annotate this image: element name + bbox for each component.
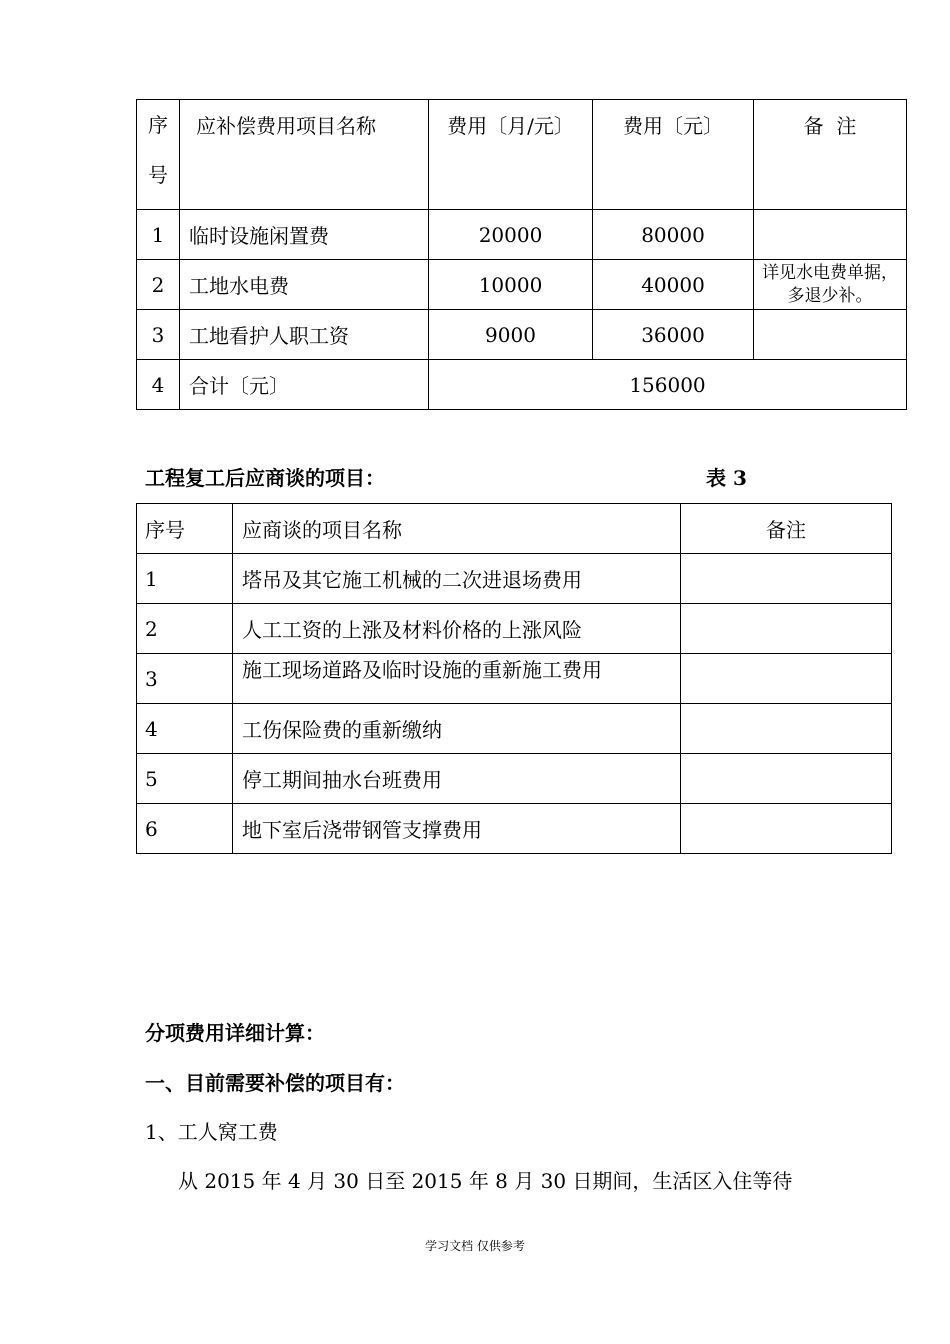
table-row — [137, 754, 892, 804]
sum-row — [137, 360, 907, 410]
row-note — [681, 604, 892, 654]
header-seq-2: 号 — [148, 163, 168, 187]
header-note: 备 注 — [754, 100, 907, 210]
header-seq: 序号 — [137, 504, 233, 554]
row-name: 工伤保险费的重新缴纳 — [233, 704, 681, 754]
row-name: 塔吊及其它施工机械的二次进退场费用 — [233, 554, 681, 604]
header-note: 备注 — [681, 504, 892, 554]
table3-title: 工程复工后应商谈的项目： — [145, 466, 385, 490]
table-row — [137, 210, 907, 260]
row-no: 2 — [137, 604, 233, 654]
subsection-title: 一、目前需要补偿的项目有： — [145, 1071, 405, 1095]
row-note — [681, 754, 892, 804]
header-monthly: 费用〔月/元〕 — [429, 100, 593, 210]
compensation-table — [136, 99, 907, 410]
table-header-row — [137, 504, 892, 554]
row-note — [681, 804, 892, 854]
section-title: 分项费用详细计算： — [145, 1021, 325, 1045]
row-no: 6 — [137, 804, 233, 854]
page-footer: 学习文档 仅供参考 — [425, 1239, 525, 1253]
header-cell — [137, 100, 180, 210]
row-total: 40000 — [593, 260, 754, 310]
table-row — [137, 604, 892, 654]
row-no: 3 — [137, 654, 233, 704]
row-note — [754, 310, 907, 360]
negotiation-table — [136, 503, 892, 854]
row-monthly: 9000 — [429, 310, 593, 360]
row-no: 4 — [137, 704, 233, 754]
row-name: 施工现场道路及临时设施的重新施工费用 — [233, 654, 681, 704]
row-name: 临时设施闲置费 — [180, 210, 429, 260]
row-no: 1 — [137, 554, 233, 604]
header-total: 费用〔元〕 — [593, 100, 754, 210]
table-row — [137, 654, 892, 704]
table-row — [137, 704, 892, 754]
table-header-row — [137, 100, 907, 210]
row-name: 地下室后浇带钢管支撑费用 — [233, 804, 681, 854]
row-note — [681, 554, 892, 604]
row-no: 2 — [137, 260, 180, 310]
row-name: 工地看护人职工资 — [180, 310, 429, 360]
sum-label: 合计〔元〕 — [180, 360, 429, 410]
body-paragraph: 从 2015 年 4 月 30 日至 2015 年 8 月 30 日期间，生活区入住等待 — [178, 1169, 793, 1193]
table-row — [137, 554, 892, 604]
header-name: 应商谈的项目名称 — [233, 504, 681, 554]
row-no: 5 — [137, 754, 233, 804]
row-name: 人工工资的上涨及材料价格的上涨风险 — [233, 604, 681, 654]
row-total: 36000 — [593, 310, 754, 360]
row-no: 1 — [137, 210, 180, 260]
sum-no: 4 — [137, 360, 180, 410]
table-row — [137, 310, 907, 360]
row-name: 停工期间抽水台班费用 — [233, 754, 681, 804]
row-no: 3 — [137, 310, 180, 360]
row-name: 工地水电费 — [180, 260, 429, 310]
header-name: 应补偿费用项目名称 — [180, 100, 429, 210]
table-row — [137, 260, 907, 310]
header-seq-1: 序 — [148, 113, 168, 137]
row-note — [681, 704, 892, 754]
row-total: 80000 — [593, 210, 754, 260]
sum-value: 156000 — [429, 360, 907, 410]
item-heading: 1、工人窝工费 — [145, 1120, 278, 1144]
row-note — [681, 654, 892, 704]
table3-label: 表 3 — [706, 466, 747, 490]
row-monthly: 10000 — [429, 260, 593, 310]
table-row — [137, 804, 892, 854]
row-monthly: 20000 — [429, 210, 593, 260]
row-note — [754, 210, 907, 260]
row-note: 详见水电费单据，多退少补。 — [754, 260, 907, 310]
